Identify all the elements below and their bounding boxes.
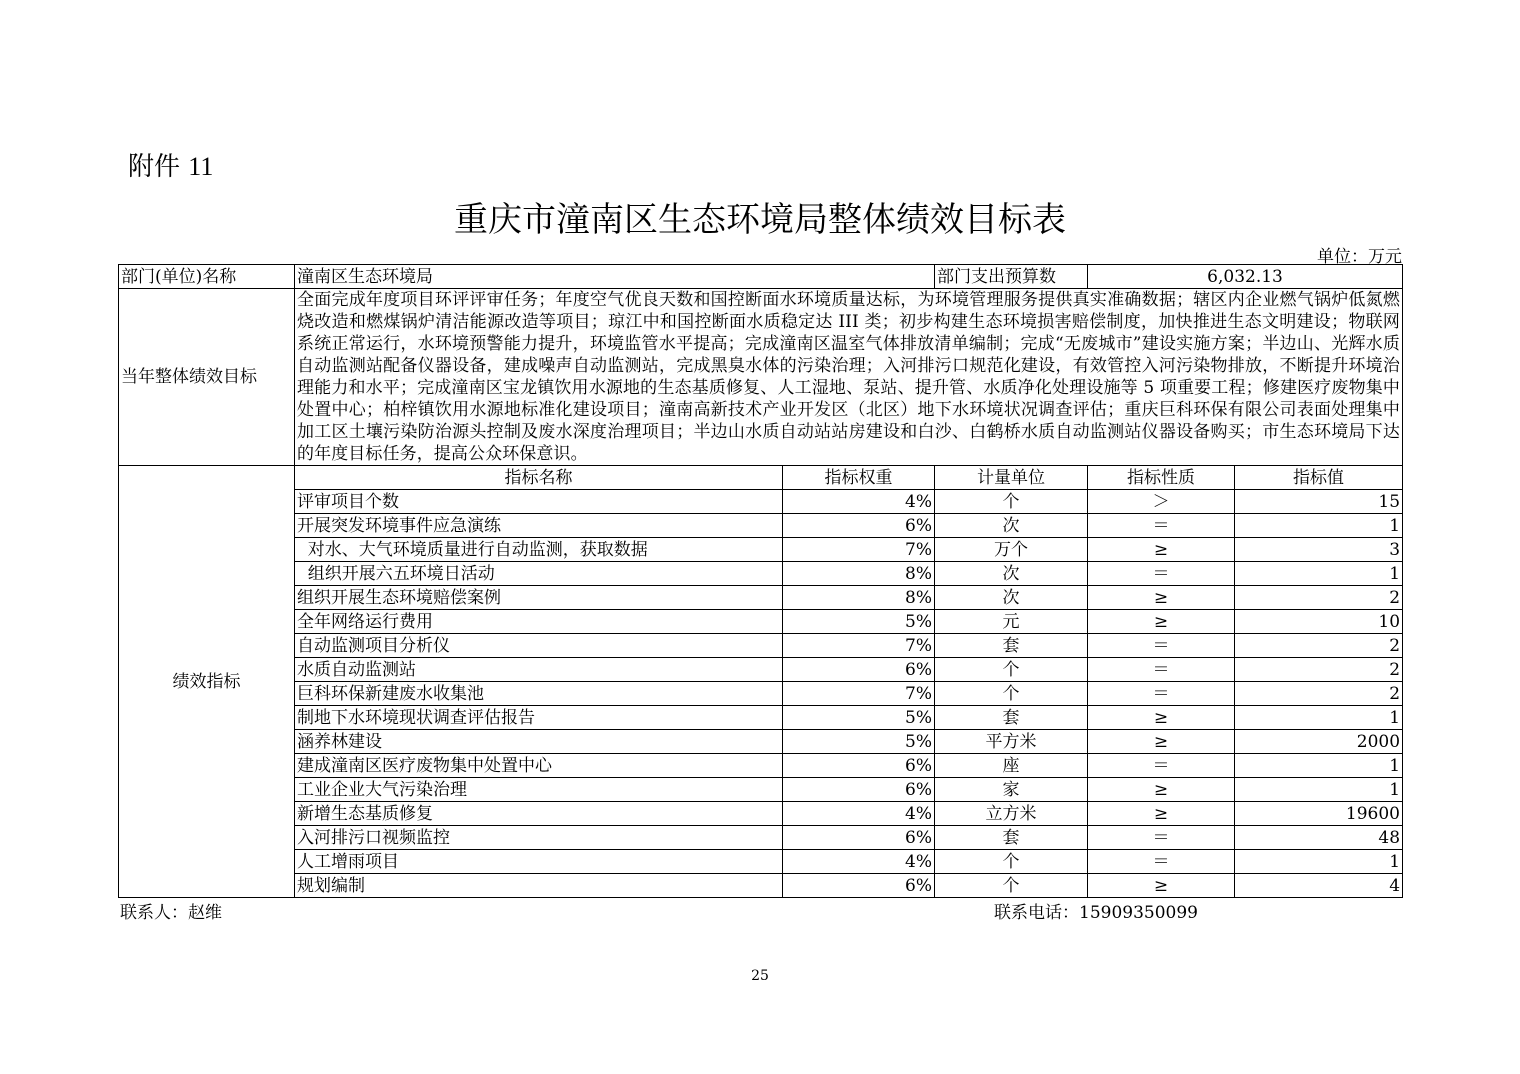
indicator-nature: ＝ — [1088, 514, 1235, 538]
indicator-nature: ＞ — [1088, 490, 1235, 514]
indicator-unit: 家 — [935, 778, 1088, 802]
indicator-row — [119, 778, 1403, 802]
indicator-nature: ＝ — [1088, 658, 1235, 682]
dept-label: 部门(单位)名称 — [119, 265, 295, 289]
budget-value: 6,032.13 — [1088, 265, 1403, 289]
indicator-nature: ＝ — [1088, 826, 1235, 850]
col-header-name: 指标名称 — [295, 466, 783, 490]
indicator-value: 1 — [1235, 850, 1403, 874]
indicator-unit: 套 — [935, 826, 1088, 850]
indicator-name: 组织开展生态环境赔偿案例 — [295, 586, 783, 610]
indicator-nature: ＝ — [1088, 562, 1235, 586]
indicator-weight: 8% — [783, 586, 935, 610]
indicator-weight: 6% — [783, 778, 935, 802]
indicator-row — [119, 610, 1403, 634]
attachment-label — [128, 146, 213, 183]
indicator-section-label: 绩效指标 — [119, 466, 295, 898]
indicator-weight: 4% — [783, 802, 935, 826]
col-header-value: 指标值 — [1235, 466, 1403, 490]
indicator-row — [119, 874, 1403, 898]
indicator-nature: ≥ — [1088, 610, 1235, 634]
indicator-row — [119, 490, 1403, 514]
indicator-unit: 个 — [935, 850, 1088, 874]
indicator-header-row — [119, 466, 1403, 490]
indicator-unit: 座 — [935, 754, 1088, 778]
indicator-nature: ≥ — [1088, 874, 1235, 898]
indicator-unit: 个 — [935, 490, 1088, 514]
indicator-weight: 6% — [783, 658, 935, 682]
indicator-name: 对水、大气环境质量进行自动监测，获取数据 — [295, 538, 783, 562]
indicator-weight: 7% — [783, 634, 935, 658]
indicator-unit: 立方米 — [935, 802, 1088, 826]
indicator-nature: ＝ — [1088, 634, 1235, 658]
indicator-nature: ≥ — [1088, 706, 1235, 730]
indicator-name: 建成潼南区医疗废物集中处置中心 — [295, 754, 783, 778]
page-title: 重庆市潼南区生态环境局整体绩效目标表 — [454, 200, 1066, 240]
indicator-row — [119, 538, 1403, 562]
attachment-label-text: 附件 — [128, 152, 181, 182]
dept-value: 潼南区生态环境局 — [295, 265, 935, 289]
indicator-unit: 个 — [935, 874, 1088, 898]
indicator-unit: 个 — [935, 658, 1088, 682]
col-header-unit: 计量单位 — [935, 466, 1088, 490]
goal-text: 全面完成年度项目环评评审任务；年度空气优良天数和国控断面水环境质量达标，为环境管理服务提供真实准确数据；辖区内企业燃气锅炉低氮燃烧改造和燃煤锅炉清洁能源改造等项目；琼江中和国控断面水质稳定达 III 类；初步构建生态环境损害赔偿制度，加快推进生态文明建设；物联网系统正常运行，水环境预警能力提升，环境监管水平提高；完成潼南区温室气体排放清单编制；完成“无废城市”建设实施方案；半边山、光辉水质自动监测站配备仪器设备，建成噪声自动监测站，完成黑臭水体的污染治理；入河排污口规范化建设，有效管控入河污染物排放，不断提升环境治理能力和水平；完成潼南区宝龙镇饮用水源地的生态基质修复、人工湿地、泵站、提升管、水质净化处理设施等 5 项重要工程；修建医疗废物集中处置中心；柏梓镇饮用水源地标准化建设项目；潼南高新技术产业开发区（北区）地下水环境状况调查评估；重庆巨科环保有限公司表面处理集中加工区土壤污染防治源头控制及废水深度治理项目；半边山水质自动站站房建设和白沙、白鹤桥水质自动监测站仪器设备购买；市生态环境局下达的年度目标任务，提高公众环保意识。 — [295, 289, 1403, 466]
indicator-name: 新增生态基质修复 — [295, 802, 783, 826]
contact-phone: 联系电话：15909350099 — [994, 903, 1198, 923]
indicator-row — [119, 802, 1403, 826]
indicator-name: 水质自动监测站 — [295, 658, 783, 682]
indicator-unit: 套 — [935, 634, 1088, 658]
indicator-row — [119, 514, 1403, 538]
indicator-value: 4 — [1235, 874, 1403, 898]
performance-table — [118, 264, 1403, 898]
indicator-value: 19600 — [1235, 802, 1403, 826]
indicator-name: 涵养林建设 — [295, 730, 783, 754]
indicator-row — [119, 730, 1403, 754]
indicator-row — [119, 634, 1403, 658]
col-header-nature: 指标性质 — [1088, 466, 1235, 490]
indicator-unit: 次 — [935, 514, 1088, 538]
contact-person: 联系人：赵维 — [120, 903, 222, 923]
indicator-weight: 6% — [783, 754, 935, 778]
indicator-value: 1 — [1235, 754, 1403, 778]
indicator-row — [119, 658, 1403, 682]
indicator-weight: 5% — [783, 706, 935, 730]
indicator-unit: 次 — [935, 586, 1088, 610]
indicator-weight: 8% — [783, 562, 935, 586]
indicator-row — [119, 586, 1403, 610]
indicator-name: 组织开展六五环境日活动 — [295, 562, 783, 586]
indicator-name: 入河排污口视频监控 — [295, 826, 783, 850]
indicator-name: 全年网络运行费用 — [295, 610, 783, 634]
indicator-weight: 7% — [783, 682, 935, 706]
indicator-weight: 4% — [783, 850, 935, 874]
indicator-nature: ≥ — [1088, 538, 1235, 562]
indicator-value: 1 — [1235, 778, 1403, 802]
indicator-nature: ≥ — [1088, 778, 1235, 802]
indicator-value: 2 — [1235, 586, 1403, 610]
indicator-unit: 平方米 — [935, 730, 1088, 754]
indicator-name: 自动监测项目分析仪 — [295, 634, 783, 658]
indicator-row — [119, 754, 1403, 778]
indicator-unit: 元 — [935, 610, 1088, 634]
indicator-unit: 套 — [935, 706, 1088, 730]
indicator-value: 1 — [1235, 562, 1403, 586]
indicator-unit: 次 — [935, 562, 1088, 586]
indicator-nature: ≥ — [1088, 802, 1235, 826]
indicator-weight: 4% — [783, 490, 935, 514]
attachment-number: 11 — [188, 152, 214, 181]
indicator-value: 2000 — [1235, 730, 1403, 754]
indicator-weight: 6% — [783, 514, 935, 538]
page-number: 25 — [751, 968, 769, 984]
indicator-value: 1 — [1235, 514, 1403, 538]
indicator-weight: 6% — [783, 826, 935, 850]
indicator-name: 工业企业大气污染治理 — [295, 778, 783, 802]
indicator-value: 2 — [1235, 634, 1403, 658]
indicator-name: 制地下水环境现状调查评估报告 — [295, 706, 783, 730]
indicator-nature: ＝ — [1088, 754, 1235, 778]
indicator-value: 10 — [1235, 610, 1403, 634]
indicator-nature: ≥ — [1088, 586, 1235, 610]
indicator-name: 人工增雨项目 — [295, 850, 783, 874]
dept-row — [119, 265, 1403, 289]
indicator-row — [119, 706, 1403, 730]
indicator-value: 2 — [1235, 682, 1403, 706]
indicator-nature: ＝ — [1088, 682, 1235, 706]
indicator-weight: 5% — [783, 610, 935, 634]
indicator-unit: 万个 — [935, 538, 1088, 562]
indicator-weight: 5% — [783, 730, 935, 754]
unit-label: 单位：万元 — [1317, 247, 1402, 267]
indicator-row — [119, 682, 1403, 706]
goal-row — [119, 289, 1403, 466]
indicator-row — [119, 850, 1403, 874]
indicator-name: 开展突发环境事件应急演练 — [295, 514, 783, 538]
indicator-value: 2 — [1235, 658, 1403, 682]
indicator-unit: 个 — [935, 682, 1088, 706]
indicator-value: 15 — [1235, 490, 1403, 514]
indicator-name: 评审项目个数 — [295, 490, 783, 514]
col-header-weight: 指标权重 — [783, 466, 935, 490]
indicator-name: 规划编制 — [295, 874, 783, 898]
indicator-weight: 6% — [783, 874, 935, 898]
indicator-weight: 7% — [783, 538, 935, 562]
indicator-nature: ≥ — [1088, 730, 1235, 754]
indicator-row — [119, 562, 1403, 586]
indicator-value: 1 — [1235, 706, 1403, 730]
goal-label: 当年整体绩效目标 — [119, 289, 295, 466]
indicator-value: 48 — [1235, 826, 1403, 850]
indicator-name: 巨科环保新建废水收集池 — [295, 682, 783, 706]
indicator-row — [119, 826, 1403, 850]
indicator-value: 3 — [1235, 538, 1403, 562]
indicator-nature: ＝ — [1088, 850, 1235, 874]
budget-label: 部门支出预算数 — [935, 265, 1088, 289]
